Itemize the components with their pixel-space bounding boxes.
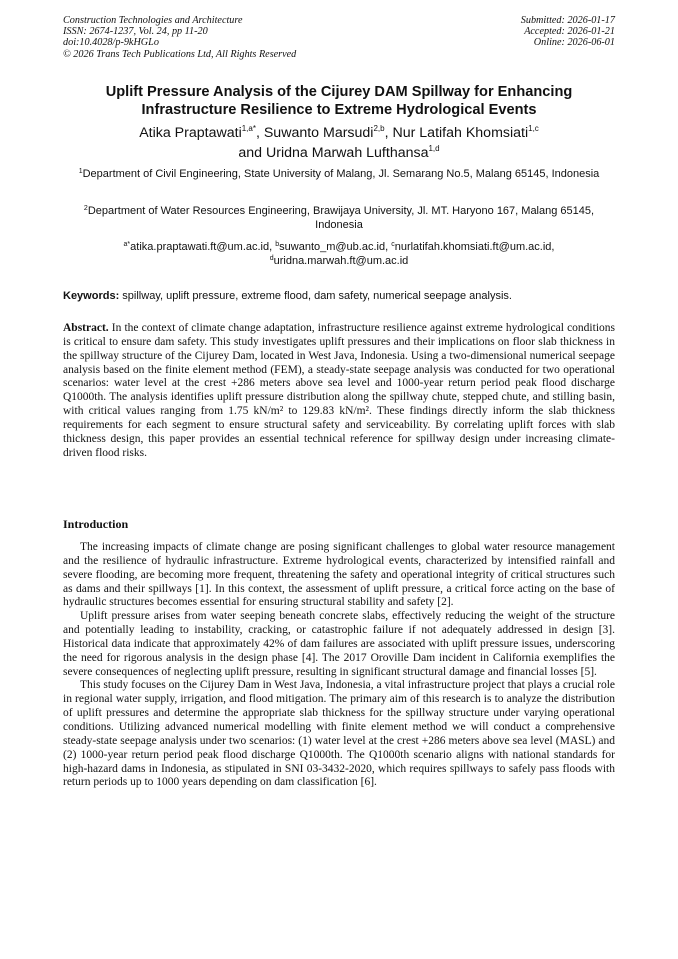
journal-header — [63, 15, 383, 60]
author-name: Uridna Marwah Lufthansa — [266, 145, 429, 161]
author-affil-sup: 1,d — [428, 144, 440, 153]
copyright-line: © 2026 Trans Tech Publications Ltd, All Rights Reserved — [63, 48, 297, 60]
affiliation-2 — [63, 204, 615, 232]
author-name: Nur Latifah Khomsiati — [392, 125, 529, 141]
keywords-text: spillway, uplift pressure, extreme flood, dam safety, numerical seepage analysis. — [119, 290, 512, 302]
body-paragraph: This study focuses on the Cijurey Dam in West Java, Indonesia, a vital infrastructure project that plays a crucial role in regional water supply, irrigation, and flood mitigation. The primary aim of this research is to analyze the distribution of uplift pressures and determine the appropriate slab thickness for the spillway structure under varying operational conditions. Utilizing advanced numerical modelling with finite element method we will conduct a comprehensive steady-state seepage analysis under two scenarios: (1) water level at the crest +286 meters above sea level (MASL) and (2) 1000-year return period peak flood discharge Q1000th. The Q1000th scenario aligns with national standards for high-hazard dams in Indonesia, as stipulated in SNI 03-3432-2020, which requires spillways to safely pass floods with return periods up to 1000 years depending on dam classification [6]. — [63, 679, 615, 789]
journal-name: Construction Technologies and Architecture — [63, 15, 243, 26]
abstract-label: Abstract. — [63, 322, 109, 334]
author-separator: and — [238, 145, 267, 161]
email-separator: , — [385, 241, 392, 253]
author-emails — [63, 240, 615, 268]
body-paragraph: Uplift pressure arises from water seeping beneath concrete slabs, effectively reducing the weight of the structure and potentially leading to instability, cracking, or catastrophic failure if not adequately addressed in design [3]. Historical data indicate that approximately 42% of dam failures are associated with uplift pressure issues, underscoring the need for rigorous analysis in the design phase [4]. The 2017 Oroville Dam incident in California exemplifies the severe consequences of neglecting uplift pressure, resulting in significant structural damage and financial losses [5]. — [63, 610, 615, 678]
author-list — [63, 123, 615, 163]
dates-header — [355, 15, 615, 49]
doi-line[interactable]: doi:10.4028/p-9kHGLo — [63, 37, 159, 49]
author-separator: , — [255, 125, 264, 141]
author-affil-sup: 2,b — [373, 124, 385, 133]
introduction-body — [63, 541, 615, 790]
author-name: Suwanto Marsudi — [263, 125, 374, 141]
affiliation-text: Department of Civil Engineering, State University of Malang, Jl. Semarang No.5, Malang 65145, Indonesia — [82, 168, 600, 180]
email-sup: c — [391, 241, 395, 248]
email-sup: a* — [123, 241, 131, 248]
email-separator: , — [269, 241, 276, 253]
email-sup: d — [269, 255, 274, 263]
affiliation-1 — [63, 167, 615, 181]
author-affil-sup: 1,a* — [241, 124, 256, 133]
author-separator: , — [384, 125, 393, 141]
email-link[interactable]: uridna.marwah.ft@um.ac.id — [273, 255, 409, 268]
online-date: Online: 2026-06-01 — [533, 37, 615, 49]
email-sup: b — [275, 241, 280, 248]
keywords-line — [63, 289, 615, 303]
paper-title: Uplift Pressure Analysis of the Cijurey DAM Spillway for Enhancing Infrastructure Resilience to Extreme Hydrological Events — [105, 84, 573, 118]
accepted-date: Accepted: 2026-01-21 — [524, 26, 615, 38]
issn-line: ISSN: 2674-1237, Vol. 24, pp 11-20 — [63, 26, 208, 38]
affiliation-sup: 1 — [78, 168, 83, 175]
email-link[interactable]: atika.praptawati.ft@um.ac.id — [130, 241, 270, 253]
author-name: Atika Praptawati — [139, 125, 242, 141]
affiliation-text: Department of Water Resources Engineering, Brawijaya University, Jl. MT. Haryono 167, Malang 65145, Indonesia — [87, 205, 595, 232]
email-separator: , — [551, 241, 555, 253]
email-link[interactable]: nurlatifah.khomsiati.ft@um.ac.id — [394, 241, 552, 253]
submitted-date: Submitted: 2026-01-17 — [520, 15, 615, 26]
body-paragraph: The increasing impacts of climate change are posing significant challenges to global water resource management and the resilience of hydraulic infrastructure. Extreme hydrological events, characterized by intensified rainfall and severe flooding, are becoming more frequent, threatening the safety and operational integrity of critical structures such as dams and their spillways [1]. In this context, the assessment of uplift pressure, a critical force acting on the base of hydraulic structures becomes essential for ensuring structural stability and safety [2]. — [63, 541, 615, 609]
section-heading-introduction: Introduction — [63, 517, 129, 531]
author-affil-sup: 1,c — [528, 124, 539, 133]
abstract-paragraph — [63, 322, 615, 460]
affiliation-sup: 2 — [83, 205, 88, 212]
email-link[interactable]: suwanto_m@ub.ac.id — [279, 241, 386, 253]
keywords-label: Keywords: — [63, 290, 120, 302]
abstract-text: In the context of climate change adaptation, infrastructure resilience against extreme hydrological conditions is critical to ensure dam safety. This study investigates uplift pressures and their implications on floor slab thickness in the spillway structure of the Cijurey Dam, located in West Java, Indonesia. Using a two-dimensional numerical seepage analysis based on the finite element method (FEM), a steady-state seepage analysis was conducted for two operational scenarios: water level at the crest +286 meters above sea level and 1000-year return period peak flood discharge Q1000th. The analysis identifies uplift pressure distribution along the spillway chute, stepped chute, and stilling basin, with critical values ranging from 1.75 kN/m² to 129.83 kN/m². These findings directly inform the slab thickness requirements for each segment to ensure structural safety and serviceability. By correlating uplift forces with slab thickness design, this paper provides an essential technical reference for spillway design under increasing climate-driven flood risks. — [63, 322, 615, 459]
